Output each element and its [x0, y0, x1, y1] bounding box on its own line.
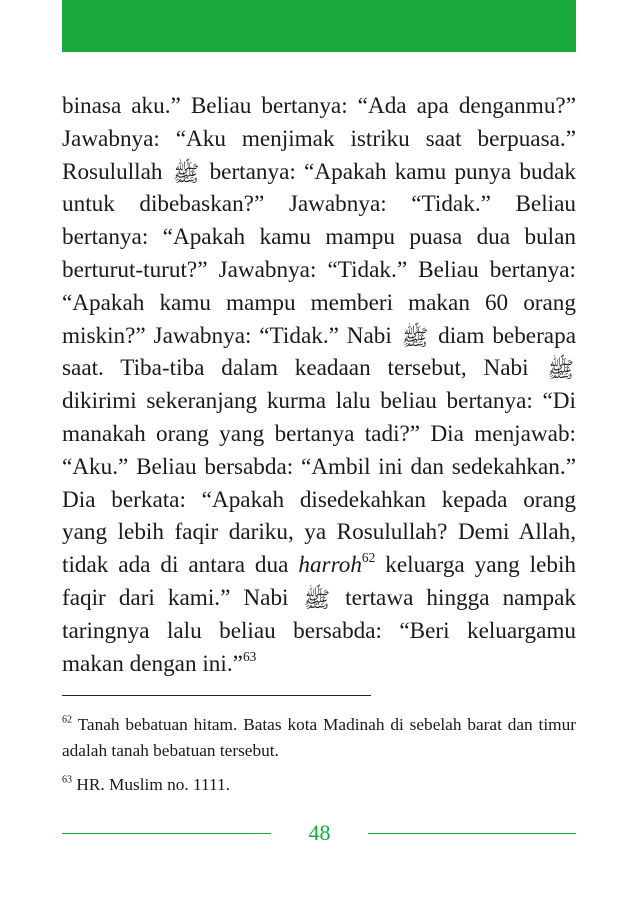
header-band [62, 0, 576, 52]
body-text-segment: keluarga yang lebih faqir dari kami.” Nabi [62, 552, 576, 611]
footnote-number: 62 [62, 714, 73, 726]
footnote-reference[interactable]: 63 [242, 648, 257, 664]
footnote-item [62, 772, 576, 798]
page-number: 48 [308, 820, 331, 845]
body-text-segment: dikirimi sekeranjang kurma lalu beliau bertanya: “Di manakah orang yang bertanya tadi?” Dia menjawab: “Aku.” Beliau bersabda: “Ambil ini dan sedekahkan.” Dia berkata: “Apakah disedekahkan kepada orang yang lebih faqir dariku, ya Rosulullah? Demi Allah, tidak ada di antara dua [62, 388, 576, 579]
salawat-ligature-icon: ﷺ [401, 325, 429, 351]
footnotes [62, 712, 576, 807]
salawat-ligature-icon: ﷺ [303, 587, 331, 613]
body-text-segment: tertawa hingga nampak taringnya lalu beliau bersabda: “Beri keluargamu makan dengan ini.” [62, 584, 576, 677]
italic-term: harroh [298, 552, 362, 579]
footnote-item [62, 712, 576, 763]
salawat-ligature-icon: ﷺ [172, 161, 200, 187]
salawat-ligature-icon: ﷺ [547, 358, 575, 384]
body-text-segment: diam beberapa saat. Tiba-tiba dalam keadaan tersebut, Nabi [62, 322, 576, 382]
footnote-number: 63 [62, 774, 73, 786]
footnote-reference[interactable]: 62 [361, 550, 376, 566]
body-paragraph [62, 90, 576, 680]
footnote-text: HR. Muslim no. 1111. [76, 775, 230, 794]
footer-rule-left [62, 833, 271, 834]
footer-rule-right [368, 833, 576, 834]
footnote-separator [62, 695, 371, 696]
body-text-segment: binasa aku.” Beliau bertanya: “Ada apa denganmu?” Jawabnya: “Aku menjimak istriku saat berpuasa.” Rosulullah [62, 93, 576, 185]
body-text-segment: bertanya: “Apakah kamu punya budak untuk dibebaskan?” Jawabnya: “Tidak.” Beliau bertanya: “Apakah kamu mampu puasa dua bulan berturut-turut?” Jawabnya: “Tidak.” Beliau bertanya: “Apakah kamu mampu memberi makan 60 orang miskin?” Jawabnya: “Tidak.” Nabi [62, 158, 577, 349]
footnote-text: Tanah bebatuan hitam. Batas kota Madinah di sebelah barat dan timur adalah tanah bebatuan tersebut. [62, 715, 576, 760]
